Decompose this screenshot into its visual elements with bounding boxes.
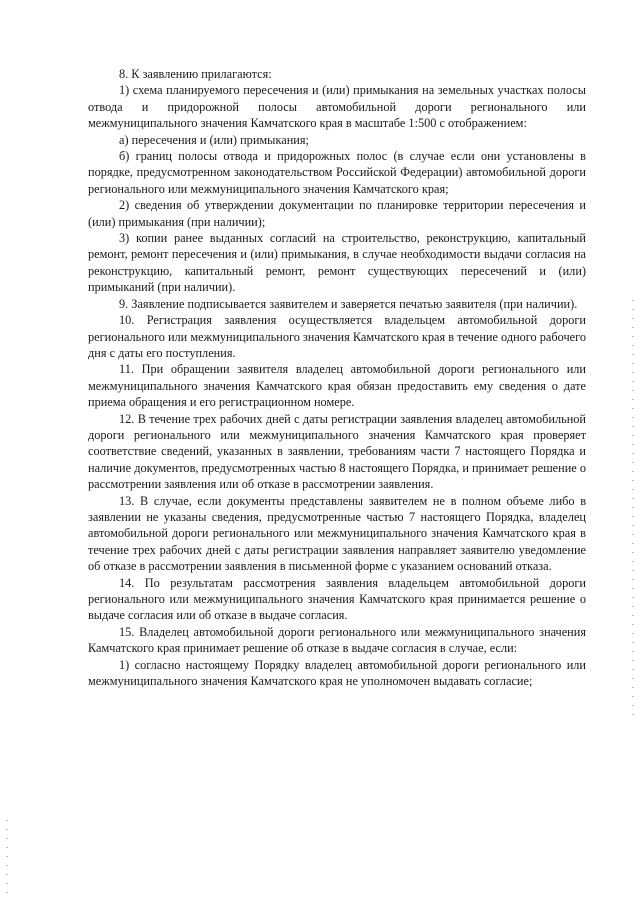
scan-edge-left bbox=[6, 820, 8, 900]
paragraph-12: 12. В течение трех рабочих дней с даты регистрации заявления владелец автомобильной дороги регионального или межмуниципального значения Камчатского края проверяет соответствие сведений, указанных в заявлении, требованиям части 7 настоящего Порядка и наличие документов, предусмотренных частью 8 настоящего Порядка, и принимает решение о рассмотрении заявления или об отказе в рассмотрении заявления. bbox=[88, 411, 586, 492]
paragraph-9: 9. Заявление подписывается заявителем и заверяется печатью заявителя (при наличии). bbox=[119, 296, 578, 311]
paragraph-8-item-1: 1) схема планируемого пересечения и (или) примыкания на земельных участках полосы отвода и придорожной полосы автомобильной дороги регионального или межмуниципального значения Камчатского края в масштабе 1:500 с отображением: bbox=[88, 83, 586, 131]
paragraph-8-item-1a: а) пересечения и (или) примыкания; bbox=[119, 132, 309, 147]
document-page bbox=[88, 66, 586, 689]
paragraph-11: 11. При обращении заявителя владелец автомобильной дороги регионального или межмуниципального значения Камчатского края обязан предоставить ему сведения о дате приема обращения и его регистрационном номере. bbox=[88, 362, 586, 410]
paragraph-13: 13. В случае, если документы представлены заявителем не в полном объеме либо в заявлении не указаны сведения, предусмотренные частью 7 настоящего Порядка, владелец автомобильной дороги регионального или межмуниципального значения Камчатского края в течение трех рабочих дней с даты регистрации заявления направляет заявителю уведомление об отказе в рассмотрении заявления в письменной форме с указанием оснований отказа. bbox=[88, 493, 586, 574]
paragraph-10: 10. Регистрация заявления осуществляется владельцем автомобильной дороги регионального или межмуниципального значения Камчатского края в течение одного рабочего дня с даты его поступления. bbox=[88, 313, 586, 360]
paragraph-8-item-3: 3) копии ранее выданных согласий на строительство, реконструкцию, капитальный ремонт, ремонт пересечения и (или) примыкания, в случае необходимости выдачи согласия на реконструкцию, капитальный ремонт, ремонт существующих пересечений и (или) примыканий (при наличии). bbox=[88, 231, 586, 295]
paragraph-15: 15. Владелец автомобильной дороги регионального или межмуниципального значения Камчатского края принимает решение об отказе в выдаче согласия в случае, если: bbox=[88, 624, 586, 656]
paragraph-8-item-2: 2) сведения об утверждении документации по планировке территории пересечения и (или) примыкания (при наличии); bbox=[88, 198, 586, 229]
paragraph-8-heading: 8. К заявлению прилагаются: bbox=[119, 67, 272, 81]
paragraph-15-item-1: 1) согласно настоящему Порядку владелец автомобильной дороги регионального или межмуниципального значения Камчатского края не уполномочен выдавать согласие; bbox=[88, 657, 586, 689]
paragraph-14: 14. По результатам рассмотрения заявления владельцем автомобильной дороги регионального или межмуниципального значения Камчатского края принимается решение о выдаче согласия или об отказе в выдаче согласия. bbox=[88, 575, 586, 623]
scan-edge-right bbox=[632, 300, 634, 720]
paragraph-8-item-1b: б) границ полосы отвода и придорожных полос (в случае если они установлены в порядке, предусмотренном законодательством Российской Федерации) автомобильной дороги регионального или межмуниципального значения Камчатского края; bbox=[88, 149, 586, 196]
